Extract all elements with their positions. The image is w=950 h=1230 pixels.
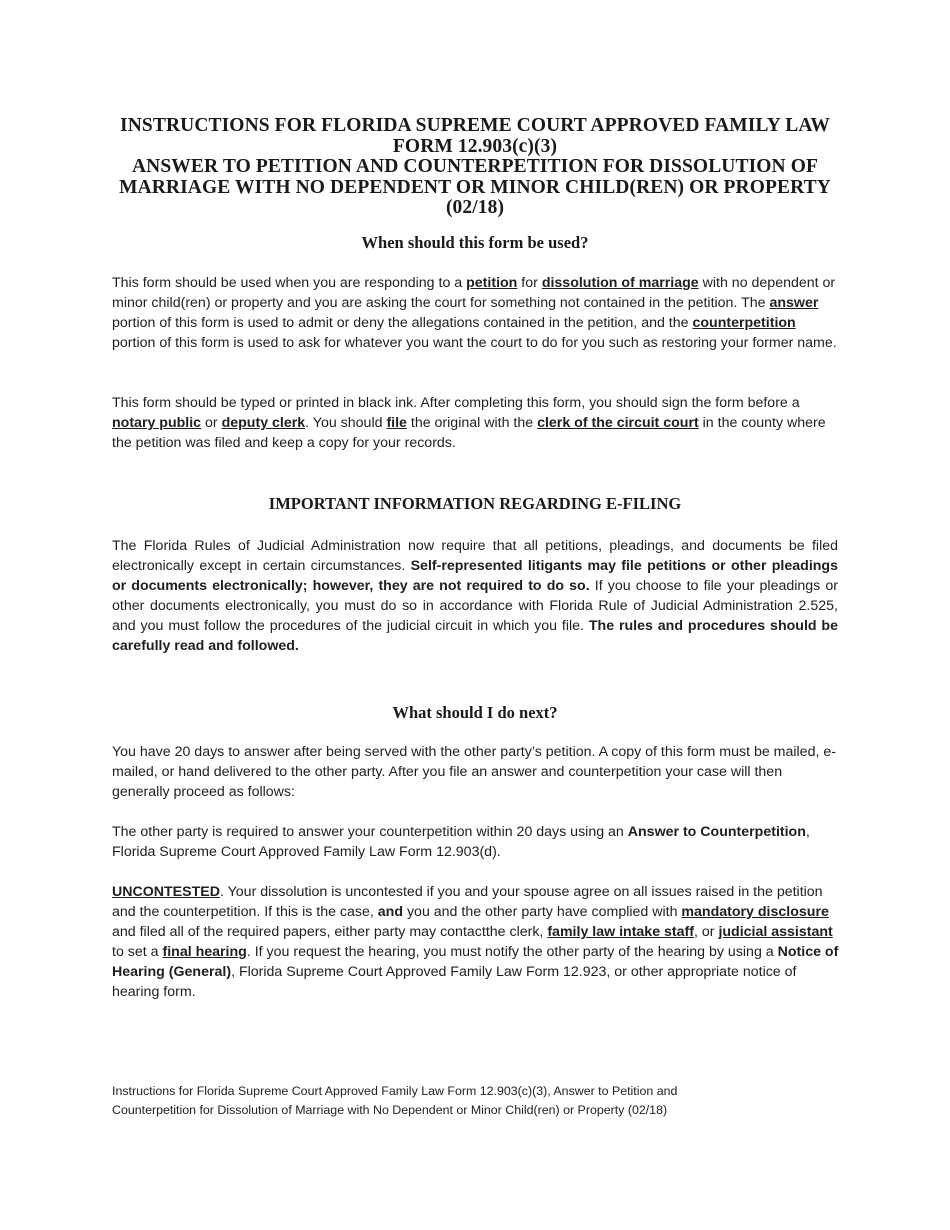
page-footer bbox=[112, 1082, 832, 1120]
glossary-term-clerk: clerk of the circuit court bbox=[537, 415, 699, 431]
glossary-term-uncontested: UNCONTESTED bbox=[112, 884, 220, 900]
glossary-term-petition: petition bbox=[466, 275, 518, 291]
efiling-self-represented-note: Self-represented litigants may file petitions or other pleadings or documents electronically; however, they are not required to do so. bbox=[112, 558, 838, 594]
glossary-term-deputy-clerk: deputy clerk bbox=[221, 415, 306, 431]
glossary-term-file: file bbox=[386, 415, 407, 431]
paragraph-sign-and-file: This form should be typed or printed in black ink. After completing this form, you should sign the form before a notary public or deputy clerk. You should file the original with the clerk of the circuit court in the county where the petition was filed and keep a copy for your records. bbox=[112, 395, 826, 451]
heading-what-next: What should I do next? bbox=[392, 703, 558, 722]
document-title bbox=[100, 116, 850, 219]
glossary-term-judicial-assistant: judicial assistant bbox=[718, 924, 833, 940]
efiling-rules-note: The rules and procedures should be carefully read and followed. bbox=[112, 618, 838, 654]
footer-line-1: Instructions for Florida Supreme Court Approved Family Law Form 12.903(c)(3), Answer to Petition and bbox=[112, 1084, 678, 1098]
paragraph-what-next: You have 20 days to answer after being served with the other party’s petition. A copy of this form must be mailed, e-mailed, or hand delivered to the other party. After you file an answer and counterpetition your case will then generally proceed as follows: bbox=[112, 744, 836, 800]
paragraph-counterpetition-answer: The other party is required to answer your counterpetition within 20 days using an Answer to Counterpetition, Florida Supreme Court Approved Family Law Form 12.903(d). bbox=[112, 824, 810, 860]
title-line-4: MARRIAGE WITH NO DEPENDENT OR MINOR CHILD(REN) OR PROPERTY bbox=[119, 176, 831, 198]
form-name-answer-to-counterpetition: Answer to Counterpetition bbox=[627, 824, 806, 840]
title-line-2: FORM 12.903(c)(3) bbox=[392, 135, 558, 157]
heading-when-used: When should this form be used? bbox=[361, 233, 589, 252]
paragraph-when-used: This form should be used when you are responding to a petition for dissolution of marriage with no dependent or minor child(ren) or property and you are asking the court for something not contained in the petition. The answer portion of this form is used to admit or deny the allegations contained in the petition, and the counterpetition portion of this form is used to ask for whatever you want the court to do for you such as restoring your former name. bbox=[112, 275, 837, 351]
glossary-term-intake-staff: family law intake staff bbox=[547, 924, 694, 940]
title-line-5: (02/18) bbox=[445, 197, 505, 218]
glossary-term-counterpetition: counterpetition bbox=[692, 315, 796, 331]
glossary-term-dissolution: dissolution of marriage bbox=[541, 275, 699, 291]
glossary-term-final-hearing: final hearing bbox=[162, 944, 247, 960]
glossary-term-mandatory-disclosure: mandatory disclosure bbox=[681, 904, 829, 920]
glossary-term-notary: notary public bbox=[112, 415, 202, 431]
glossary-term-answer: answer bbox=[769, 295, 819, 311]
footer-line-2: Counterpetition for Dissolution of Marriage with No Dependent or Minor Child(ren) or Property (02/18) bbox=[112, 1103, 668, 1117]
title-line-1: INSTRUCTIONS FOR FLORIDA SUPREME COURT APPROVED FAMILY LAW bbox=[120, 115, 830, 136]
paragraph-uncontested: UNCONTESTED. Your dissolution is uncontested if you and your spouse agree on all issues raised in the petition and the counterpetition. If this is the case, and you and the other party have complied with mandatory disclosure and filed all of the required papers, either party may contactthe clerk, family law intake staff, or judicial assistant to set a final hearing. If you request the hearing, you must notify the other party of the hearing by using a Notice of Hearing (General), Florida Supreme Court Approved Family Law Form 12.923, or other appropriate notice of hearing form. bbox=[112, 884, 839, 1000]
heading-efiling: IMPORTANT INFORMATION REGARDING E-FILING bbox=[268, 494, 682, 513]
title-line-3: ANSWER TO PETITION AND COUNTERPETITION FOR DISSOLUTION OF bbox=[132, 156, 818, 177]
paragraph-efiling: The Florida Rules of Judicial Administration now require that all petitions, pleadings, and documents be filed electronically except in certain circumstances. Self-represented litigants may file petitions or other pleadings or documents electronically; however, they are not required to do so. If you choose to file your pleadings or other documents electronically, you must do so in accordance with Florida Rule of Judicial Administration 2.525, and you must follow the procedures of the judicial circuit in which you file. The rules and procedures should be carefully read and followed. bbox=[112, 538, 838, 654]
form-name-notice-of-hearing: Notice of Hearing (General) bbox=[112, 944, 839, 980]
